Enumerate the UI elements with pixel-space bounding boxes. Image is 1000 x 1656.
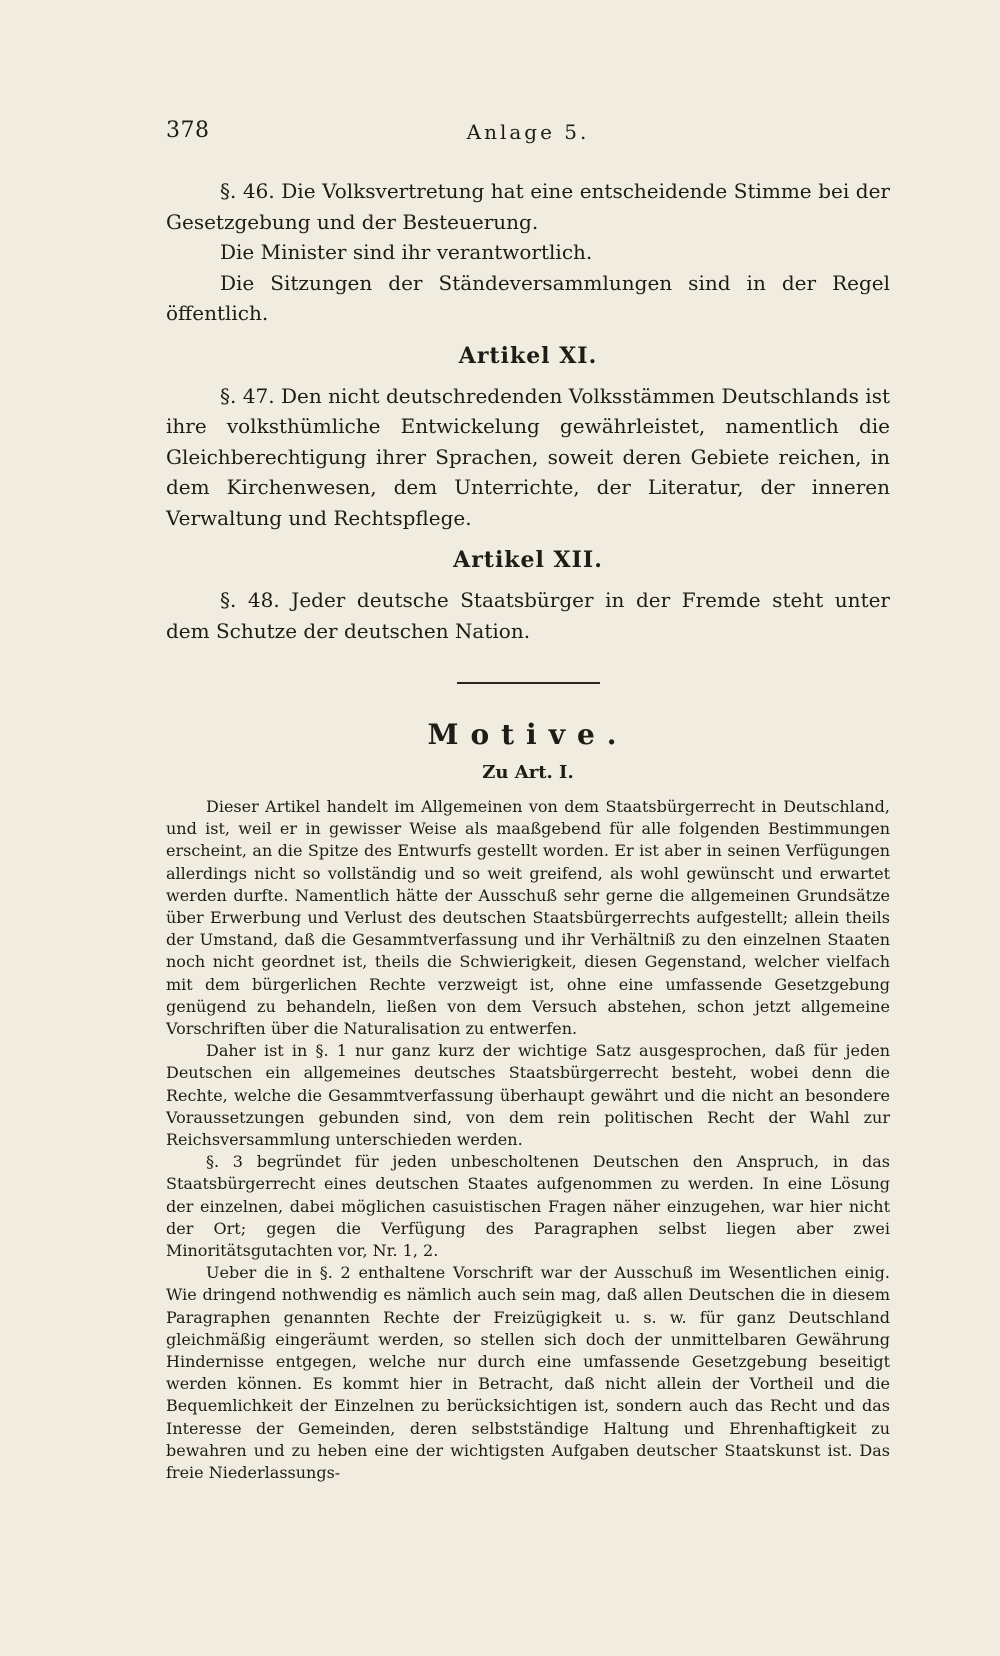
section-48-paragraph: §. 48. Jeder deutsche Staatsbürger in der Fremde steht unter dem Schutze der deutschen Nation. (166, 588, 890, 643)
motive-paragraph: Ueber die in §. 2 enthaltene Vorschrift war der Ausschuß im Wesentlichen einig. Wie dringend nothwendig es nämlich auch sein mag, daß allen Deutschen die in diesem Paragraphen genannten Rechte der Freizügigkeit u. s. w. für ganz Deutschland gleichmäßig eingeräumt werden, so stellen sich doch der unmittelbaren Gewährung Hindernisse entgegen, welche nur durch eine umfassende Gesetzgebung beseitigt werden können. Es kommt hier in Betracht, daß nicht allein der Vortheil und die Bequemlichkeit der Einzelnen zu berücksichtigen ist, sondern auch das Recht und das Interesse der Gemeinden, deren selbstständige Haltung und Ehrenhaftigkeit zu bewahren und zu heben eine der wichtigsten Aufgaben deutscher Staatskunst ist. Das freie Niederlassungs- (166, 1263, 890, 1483)
section-46-paragraph: §. 46. Die Volksvertretung hat eine entscheidende Stimme bei der Gesetzgebung und der Besteuerung. (166, 179, 890, 234)
motive-title: Motive. (427, 718, 629, 751)
motive-paragraph: Dieser Artikel handelt im Allgemeinen von dem Staatsbürgerrecht in Deutschland, und ist, weil er in gewisser Weise als maaßgebend für alle folgenden Bestimmungen erscheint, an die Spitze des Entwurfs gestellt worden. Er ist aber in seinen Verfügungen allerdings nicht so vollständig und so weit greifend, als wohl gewünscht und erwartet werden durfte. Namentlich hätte der Ausschuß sehr gerne die allgemeinen Grundsätze über Erwerbung und Verlust des deutschen Staatsbürgerrechts aufgestellt; allein theils der Umstand, daß die Gesammtverfassung und ihr Verhältniß zu den einzelnen Staaten noch nicht geordnet ist, theils die Schwierigkeit, diesen Gegenstand, welcher vielfach mit dem bürgerlichen Rechte verzweigt ist, ohne eine umfassende Gesetzgebung genügend zu behandeln, ließen von dem Versuch abstehen, schon jetzt allgemeine Vorschriften über die Naturalisation zu entwerfen. (166, 797, 890, 1039)
section-46-paragraph: Die Minister sind ihr verantwortlich. (220, 240, 593, 264)
section-divider (457, 682, 600, 684)
page-header (166, 118, 890, 150)
motive-paragraph: §. 3 begründet für jeden unbescholtenen Deutschen den Anspruch, in das Staatsbürgerrecht eines deutschen Staates aufgenommen zu werden. In eine Lösung der einzelnen, dabei möglichen casuistischen Fragen näher einzugehen, war hier nicht der Ort; gegen die Verfügung des Paragraphen selbst liegen aber zwei Minoritätsgutachten vor, Nr. 1, 2. (166, 1152, 890, 1261)
section-46-paragraph: Die Sitzungen der Ständeversammlungen sind in der Regel öffentlich. (166, 270, 890, 325)
article-11-heading: Artikel XI. (458, 342, 598, 369)
page-number: 378 (166, 118, 210, 143)
article-12-heading: Artikel XII. (453, 547, 603, 573)
section-47-paragraph: §. 47. Den nicht deutschredenden Volksstämmen Deutschlands ist ihre volksthümliche Entwickelung gewährleistet, namentlich die Gleichberechtigung ihrer Sprachen, soweit deren Gebiete reichen, in dem Kirchenwesen, dem Unterrichte, der Literatur, der inneren Verwaltung und Rechtspflege. (166, 383, 890, 530)
running-head: Anlage 5. (466, 120, 590, 144)
page-body (166, 176, 890, 1484)
motive-subheading: Zu Art. I. (482, 762, 574, 783)
motive-paragraph: Daher ist in §. 1 nur ganz kurz der wichtige Satz ausgesprochen, daß für jeden Deutschen ein allgemeines deutsches Staatsbürgerrecht besteht, wobei denn die Rechte, welche die Gesammtverfassung überhaupt gewährt und die nicht an besondere Voraussetzungen gebunden sind, von dem rein politischen Recht der Wahl zur Reichsversammlung unterschieden werden. (166, 1041, 890, 1150)
